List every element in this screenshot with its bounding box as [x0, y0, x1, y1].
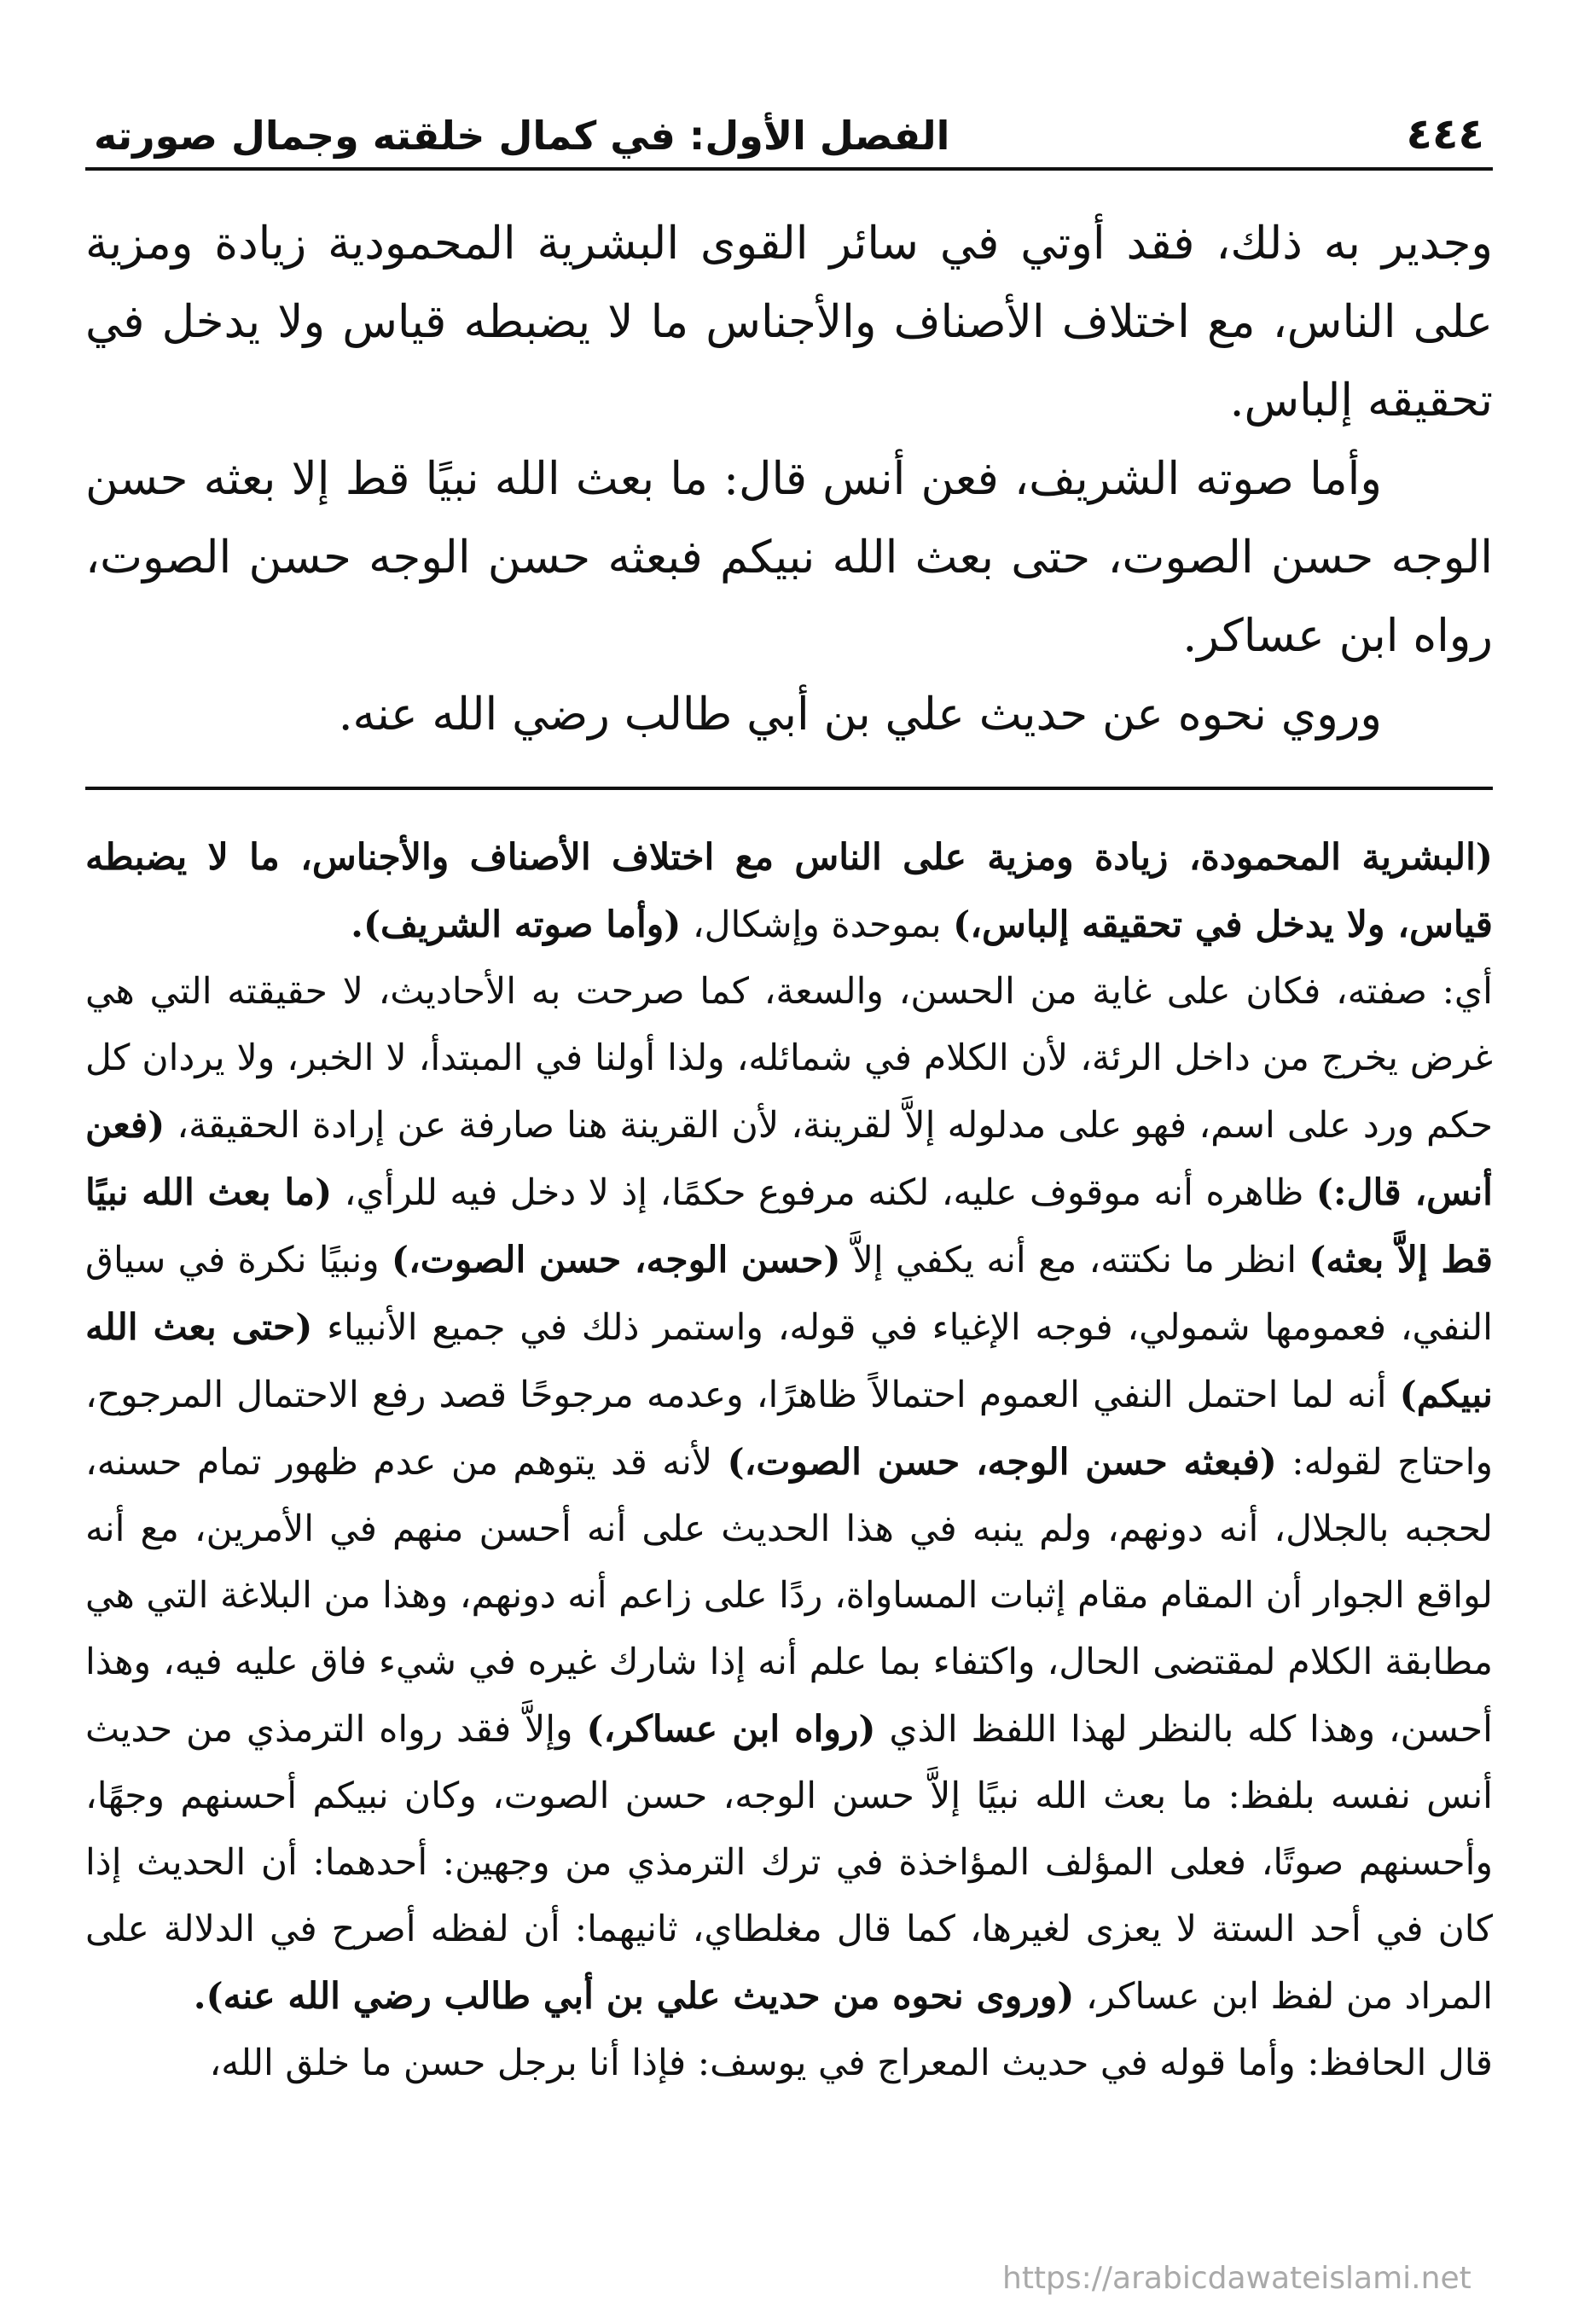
quoted-matn: (فعن أنس، قال:)	[85, 1104, 1493, 1214]
quoted-matn: (حسن الوجه، حسن الصوت،)	[391, 1239, 841, 1281]
quoted-matn: (رواه ابن عساكر،)	[586, 1708, 876, 1751]
commentary-text: بموحدة وإشكال،	[681, 904, 954, 946]
main-paragraph: وروي نحوه عن حديث علي بن أبي طالب رضي الله عنه.	[338, 688, 1382, 741]
quoted-matn: (وروى نحوه من حديث علي بن أبي طالب رضي الله عنه).	[193, 1975, 1075, 2018]
page-number: ٤٤٤	[1406, 109, 1484, 159]
footnote-separator	[85, 787, 1493, 790]
watermark-url: https://arabicdawateislami.net	[1002, 2261, 1471, 2296]
commentary-text: لأنه قد يتوهم من عدم ظهور تمام حسنه، لحجبه بالجلال، أنه دونهم، ولم ينبه في هذا الحديث على أنه أحسن منهم في الأمرين، مع أنه لواقع الجوار أن المقام مقام إثبات المساواة، ردًا على زاعم أنه دونهم، وهذا من البلاغة التي هي مطابقة الكلام لمقتضى الحال، واكتفاء بما علم أنه إذا شارك غيره في شيء فاق عليه فيه، وهذا أحسن، وهذا كله بالنظر لهذا اللفظ الذي	[85, 1442, 1493, 1751]
book-page	[85, 102, 1493, 2286]
main-paragraph: وأما صوته الشريف، فعن أنس قال: ما بعث الله نبيًا قط إلا بعثه حسن الوجه حسن الصوت، حتى بعث الله نبيكم فبعثه حسن الوجه حسن الصوت، رواه ابن عساكر.	[85, 453, 1493, 662]
main-paragraph: وجدير به ذلك، فقد أوتي في سائر القوى البشرية المحمودية زيادة ومزية على الناس، مع اختلاف الأصناف والأجناس ما لا يضبطه قياس ولا يدخل في تحقيقه إلباس.	[85, 218, 1493, 427]
quoted-matn: (البشرية المحمودة، زيادة ومزية على الناس مع اختلاف الأصناف والأجناس، ما لا يضبطه قياس، ولا يدخل في تحقيقه إلباس،)	[85, 836, 1493, 946]
commentary-text: ظاهره أنه موقوف عليه، لكنه مرفوع حكمًا، إذ لا دخل فيه للرأي،	[332, 1172, 1316, 1214]
commentary-text: وإلاَّ فقد رواه الترمذي من حديث أنس نفسه بلفظ: ما بعث الله نبيًا إلاَّ حسن الوجه، حسن الصوت، وكان نبيكم أحسنهم وجهًا، وأحسنهم صوتًا، فعلى المؤلف المؤاخذة في ترك الترمذي من وجهين: أحدهما: أن الحديث إذا كان في أحد الستة لا يعزى لغيرها، كما قال مغلطاي، ثانيهما: أن لفظه أصرح في الدلالة على المراد من لفظ ابن عساكر،	[85, 1709, 1493, 2018]
chapter-title: الفصل الأول: في كمال خلقته وجمال صورته	[94, 113, 950, 159]
quoted-matn: (فبعثه حسن الوجه، حسن الصوت،)	[727, 1441, 1277, 1484]
commentary-paragraph	[85, 959, 1493, 2031]
quoted-matn: (حتى بعث الله نبيكم)	[85, 1306, 1493, 1416]
running-header	[85, 102, 1493, 171]
quoted-matn: (ما بعث الله نبيًا قط إلاَّ بعثه)	[85, 1171, 1494, 1281]
commentary-paragraph	[85, 824, 1493, 959]
commentary-paragraph	[85, 2031, 1493, 2097]
commentary-text: ونبيًا نكرة في سياق النفي، فعمومها شمولي، فوجه الإغياء في قوله، واستمر ذلك في جميع الأنبياء	[85, 1240, 1493, 1349]
commentary-text: قال الحافظ: وأما قوله في حديث المعراج في يوسف: فإذا أنا برجل حسن ما خلق الله،	[209, 2042, 1493, 2084]
commentary	[85, 824, 1493, 2097]
commentary-text: انظر ما نكتته، مع أنه يكفي إلاَّ	[840, 1240, 1309, 1281]
commentary-text: أي: صفته، فكان على غاية من الحسن، والسعة، كما صرحت به الأحاديث، لا حقيقته التي هي غرض يخرج من داخل الرئة، لأن الكلام في شمائله، ولذا أولنا في المبتدأ، لا الخبر، ولا يردان كل حكم ورد على اسم، فهو على مدلوله إلاَّ لقرينة، لأن القرينة هنا صارفة عن إرادة الحقيقة،	[85, 971, 1493, 1147]
main-text	[85, 205, 1493, 754]
quoted-matn: (وأما صوته الشريف).	[351, 903, 682, 946]
commentary-text: أنه لما احتمل النفي العموم احتمالاً ظاهرًا، وعدمه مرجوحًا قصد رفع الاحتمال المرجوح، واحتاج لقوله:	[85, 1374, 1493, 1484]
